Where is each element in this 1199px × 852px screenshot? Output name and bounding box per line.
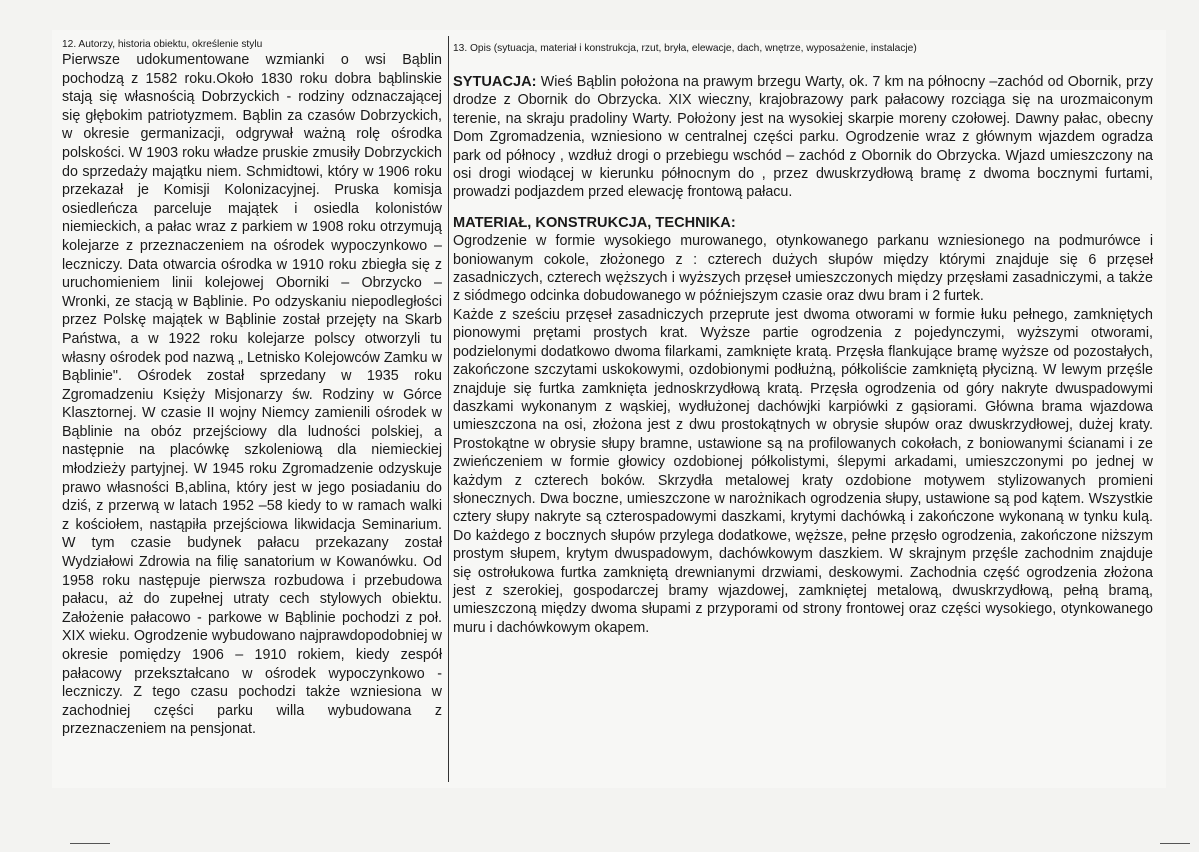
- column-divider: [448, 36, 449, 782]
- history-column: [62, 38, 442, 739]
- situation-paragraph: [453, 73, 1153, 202]
- scan-mark: [1160, 843, 1190, 844]
- scan-mark: [70, 843, 110, 844]
- situation-text: Wieś Bąblin położona na prawym brzegu Warty, ok. 7 km na północny –zachód od Obornik, przy drodze z Obornik do Obrzycka. XIX wieczny, krajobrazowy park pałacowy rozciąga się na urozmaiconym terenie, na skraju pradoliny Warty. Położony jest na wysokiej skarpie moreny czołowej. Dawny pałac, obecny Dom Zgromadzenia, wzniesiono w centralnej części parku. Ogrodzenie wraz z głównym wjazdem ogradza park od północy , wzdłuż drogi o przebiegu wschód – zachód z Obornik do Obrzycka. Wjazd umieszczony na osi drogi wiodącej w kierunku północnym do , przez dwuskrzydłową bramę z dwoma bocznymi furtami, prowadzi podjazdem przed elewację frontową pałacu.: [453, 74, 1153, 201]
- history-field-label: 12. Autorzy, historia obiektu, określenie stylu: [62, 39, 263, 50]
- description-field-label: 13. Opis (sytuacja, materiał i konstrukcja, rzut, bryła, elewacje, dach, wnętrze, wyposażenie, instalacje): [453, 43, 917, 54]
- situation-heading: SYTUACJA:: [453, 74, 537, 90]
- material-paragraph-2: Każde z sześciu przęseł zasadniczych przeprute jest dwoma otworami w formie łuku pełnego, zamkniętych pionowymi prętami prostych krat. Wyższe partie ogrodzenia z pojedynczymi, wyższymi otworami, podzielonymi dodatkowo dwoma filarkami, zamknięte kratą. Przęsła flankujące bramę wyższe od pozostałych, zakończone szczytami uskokowymi, ozdobionymi podłużną, półkoliście zamkniętą płycizną. W lewym przęśle znajduje się furtka zamknięta jednoskrzydłową kratą. Przęsła ogrodzenia od góry nakryte dwuspadowymi daszkami wykonanym z wąskiej, wydłużonej dachówjki karpiówki z gąsiorami. Główna brama wjazdowa umieszczona na osi, złożona jest z dwu prostokątnych w obrysie słupów oraz dwuskrzydłowej, dużej kraty. Prostokątne w obrysie słupy bramne, ustawione są na profilowanych cokołach, z boniowanymi ścianami i ze zwieńczeniem w formie głowicy ozdobionej półkolistymi, ślepymi arkadami, umieszczonymi po jednej w każdym z czterech boków. Skrzydła metalowej kraty ozdobione motywem stylizowanych promieni słonecznych. Dwa boczne, umieszczone w narożnikach ogrodzenia słupy, ustawione są pod kątem. Wszystkie cztery słupy nakryte są czterospadowymi daszkami, krytymi dachówką i zakończone wykonaną w tynku kulą. Do każdego z bocznych słupów przylega dodatkowe, węższe, pełne przęsło ogrodzenia, zakończone niższym prostym słupem, krytym dwuspadowym, dachówkowym daszkiem. W skrajnym przęśle zachodnim znajduje się ostrołukowa furtka zamkniętą drewnianymi drzwiami, deskowymi. Zachodnia część ogrodzenia złożona jest z szerokiej, gospodarczej bramy wjazdowej, zamkniętej metalową, dwuskrzydłową, pełną bramą, umieszczoną między dwoma słupami z przyporami od strony frontowej oraz części wysokiego, otynkowanego muru i dachówkowym okapem.: [453, 306, 1153, 636]
- description-column: [453, 42, 1153, 637]
- material-heading: MATERIAŁ, KONSTRUKCJA, TECHNIKA:: [453, 214, 736, 231]
- history-text: Pierwsze udokumentowane wzmianki o wsi Bąblin pochodzą z 1582 roku.Około 1830 roku dobra bąblinskie stają się własnością Dobrzyckich - rodziny odznaczającej się głębokim patriotyzmem. Bąblin za czasów Dobrzyckich, w okresie germanizacji, odgrywał ważną rolę ośrodka polskości. W 1903 roku władze pruskie zmusiły Dobrzyckich do sprzedaży majątku niem. Schmidtowi, który w 1906 roku przekazał je Komisji Kolonizacyjnej. Pruska komisja osiedleńcza parceluje majątek i osiedla kolonistów niemieckich, a pałac wraz z parkiem w 1908 roku otrzymują kolejarze z przeznaczeniem na ośrodek wypoczynkowo – leczniczy. Data otwarcia ośrodka w 1910 roku zbiegła się z uruchomieniem linii kolejowej Oborniki – Obrzycko – Wronki, ze stacją w Bąblinie. Po odzyskaniu niepodległości przez Polskę majątek w Bąblinie został przejęty na Skarb Państwa, a w 1922 roku kolejarze polscy otworzyli tu własny ośrodek pod nazwą „ Letnisko Kolejowców Zamku w Bąblinie". Ośrodek został sprzedany w 1935 roku Zgromadzeniu Księży Misjonarzy św. Rodziny w Górce Klasztornej. W czasie II wojny Niemcy zamienili ośrodek w Bąblinie na obóz przejściowy dla ludności polskiej, a następnie na placówkę szkoleniową dla niemieckiej młodzieży partyjnej. W 1945 roku Zgromadzenie odzyskuje prawo własności B,ablina, który jest w jego posiadaniu do dziś, z przerwą w latach 1952 –58 kiedy to w ramach walki z kościołem, nastąpiła przejściowa likwidacja Seminarium. W tym czasie budynek pałacu przekazany został Wydziałowi Zdrowia na filię sanatorium w Kowanówku. Od 1958 roku następuje pierwsza rozbudowa i przebudowa pałacu, aż do zupełnej utraty cech stylowych obiektu. Założenie pałacowo - parkowe w Bąblinie pochodzi z poł. XIX wieku. Ogrodzenie wybudowano najprawdopodobniej w okresie pomiędzy 1906 – 1910 rokiem, kiedy zespół pałacowy przekształcano w ośrodek wypoczynkowo - leczniczy. Z tego czasu pochodzi także wzniesiona w zachodniej części parku willa wybudowana z przeznaczeniem na pensjonat.: [62, 52, 442, 738]
- material-paragraph-1: Ogrodzenie w formie wysokiego murowanego, otynkowanego parkanu wzniesionego na podmurówce i boniowanym cokole, złożonego z : czterech dużych słupów między którymi znajduje się 6 przęseł zasadniczych, czterech węższych i wyższych przęseł umieszczonych między przęsłami zasadniczymi, a także z siódmego odcinka dobudowanego w późniejszym czasie oraz dwu bram i 2 furtek.: [453, 233, 1153, 305]
